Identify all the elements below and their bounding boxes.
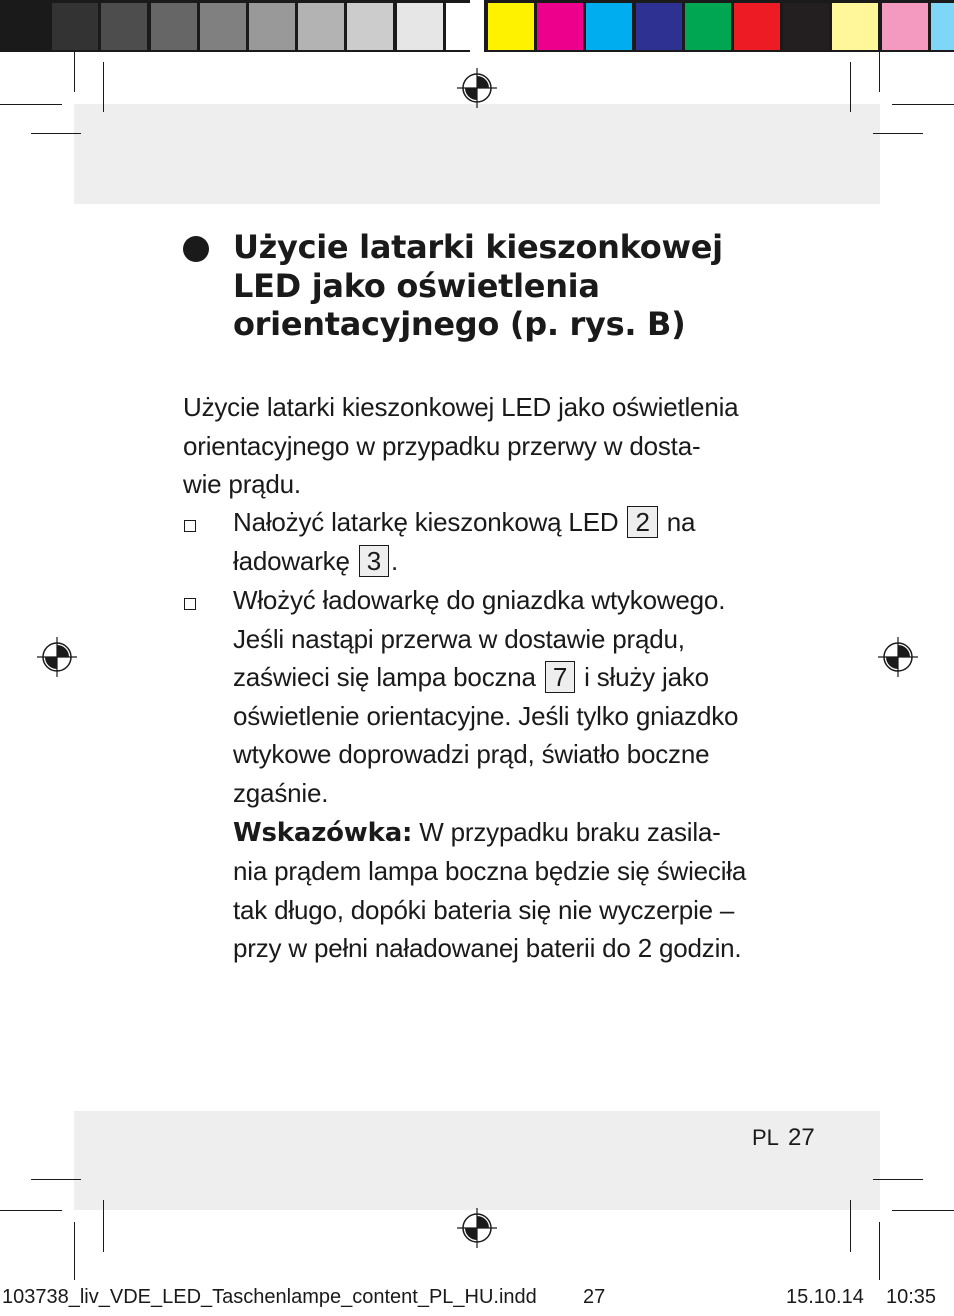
- section-heading: [233, 228, 833, 344]
- crop-mark: [892, 104, 954, 105]
- crop-mark: [879, 52, 880, 92]
- step-text: na: [666, 507, 696, 537]
- text-line: orientacyjnego w przypadku przerwy w dosta-: [183, 430, 701, 461]
- note-text: W przypadku braku zasila-: [419, 816, 721, 847]
- crop-mark: [873, 1179, 923, 1180]
- color-swatch: [101, 3, 147, 50]
- slug-page: 27: [583, 1286, 606, 1308]
- part-reference: 2: [627, 506, 657, 538]
- text-line: [233, 658, 793, 697]
- slug-filename: 103738_liv_VDE_LED_Taschenlampe_content_PL_HU.indd: [2, 1286, 537, 1308]
- color-swatch: [200, 3, 246, 50]
- page-number: 27: [788, 1124, 815, 1151]
- header-band: [74, 104, 880, 204]
- step-text: zaświeci się lampa boczna: [233, 662, 536, 693]
- bullet-icon: [183, 236, 209, 262]
- text-line: Jeśli nastąpi przerwa w dostawie prądu,: [233, 623, 685, 654]
- heading-line: LED jako oświetlenia: [233, 266, 600, 305]
- crop-mark: [850, 1200, 851, 1252]
- color-swatch: [3, 3, 49, 50]
- color-swatch: [685, 3, 731, 50]
- color-swatch: [734, 3, 780, 50]
- text-line: [233, 542, 793, 581]
- checkbox-icon: [184, 520, 196, 532]
- step-text: Nałożyć latarkę kieszonkową LED: [233, 507, 619, 537]
- step-1: [233, 503, 793, 580]
- color-swatch: [397, 3, 443, 50]
- registration-mark-icon: [457, 1208, 497, 1248]
- slug-date: 15.10.14: [786, 1286, 864, 1308]
- intro-paragraph: [183, 388, 783, 504]
- color-swatch: [832, 3, 878, 50]
- text-line: tak długo, dopóki bateria się nie wyczerpie –: [233, 894, 735, 925]
- part-reference: 7: [545, 661, 575, 693]
- registration-mark-icon: [37, 637, 77, 677]
- note-label: Wskazówka:: [233, 817, 413, 848]
- step-2: [233, 581, 793, 968]
- heading-line: Użycie latarki kieszonkowej: [233, 228, 723, 266]
- crop-mark: [103, 62, 104, 112]
- crop-mark: [873, 133, 923, 134]
- step-text: ładowarkę: [233, 545, 350, 576]
- slug-time: 10:35: [886, 1286, 937, 1308]
- color-swatch: [488, 3, 534, 50]
- crop-mark: [0, 104, 62, 105]
- color-swatch: [636, 3, 682, 50]
- text-line: zgaśnie.: [233, 777, 329, 808]
- crop-mark: [74, 52, 75, 92]
- registration-mark-icon: [878, 637, 918, 677]
- footer-language: PL: [752, 1125, 779, 1150]
- crop-mark: [74, 1222, 75, 1280]
- color-swatch: [298, 3, 344, 50]
- step-text: i służy jako: [584, 662, 709, 693]
- text-line: oświetlenie orientacyjne. Jeśli tylko gniazdko: [233, 700, 739, 731]
- color-swatch: [151, 3, 197, 50]
- crop-mark: [879, 1222, 880, 1280]
- crop-mark: [892, 1210, 954, 1211]
- crop-mark: [103, 1200, 104, 1252]
- part-reference: 3: [359, 545, 389, 577]
- color-swatch: [931, 3, 954, 50]
- color-swatch: [249, 3, 295, 50]
- registration-mark-icon: [457, 68, 497, 108]
- text-line: wie prądu.: [183, 469, 301, 500]
- color-swatch: [347, 3, 393, 50]
- crop-mark: [0, 1210, 62, 1211]
- color-swatch: [586, 3, 632, 50]
- text-line: [233, 503, 793, 542]
- checkbox-icon: [184, 598, 196, 610]
- color-swatch: [882, 3, 928, 50]
- color-swatch: [52, 3, 98, 50]
- crop-mark: [31, 133, 81, 134]
- step-text: .: [391, 545, 399, 576]
- color-swatch: [537, 3, 583, 50]
- crop-mark: [850, 62, 851, 112]
- crop-mark: [31, 1179, 81, 1180]
- text-line: Użycie latarki kieszonkowej LED jako oświetlenia: [183, 392, 739, 422]
- text-line: przy w pełni naładowanej baterii do 2 godzin.: [233, 933, 742, 964]
- color-swatch: [783, 3, 829, 50]
- text-line: wtykowe doprowadzi prąd, światło boczne: [233, 739, 710, 770]
- text-line: [233, 813, 793, 853]
- text-line: Włożyć ładowarkę do gniazdka wtykowego.: [233, 585, 726, 615]
- text-line: nia prądem lampa boczna będzie się świeciła: [233, 856, 747, 887]
- heading-line: orientacyjnego (p. rys. B): [233, 305, 686, 343]
